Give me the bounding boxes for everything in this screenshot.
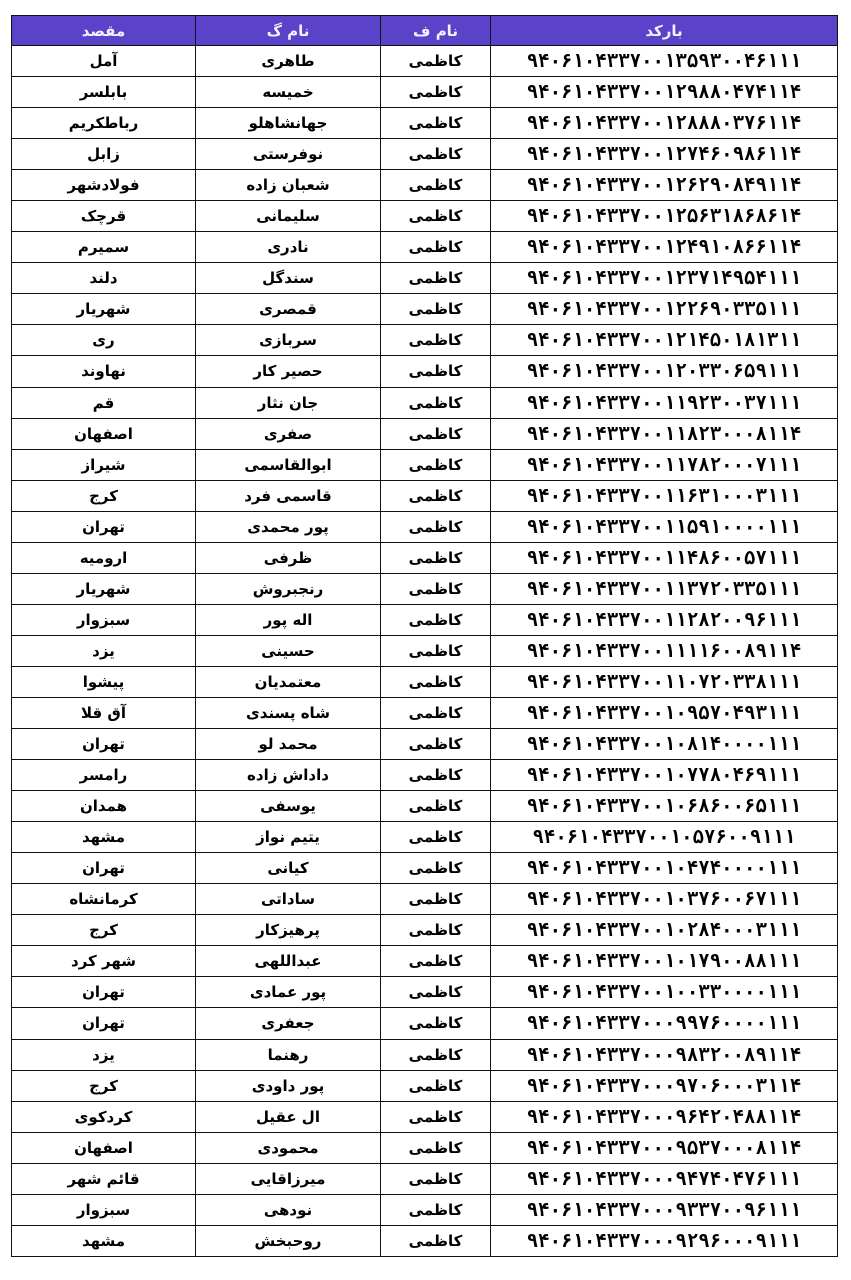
destination-cell: نهاوند bbox=[12, 356, 196, 387]
destination-cell: یزد bbox=[12, 1039, 196, 1070]
barcode-cell: ۹۴۰۶۱۰۴۳۳۷۰۰۱۱۶۳۱۰۰۰۳۱۱۱ bbox=[491, 480, 838, 511]
table-row bbox=[12, 1008, 838, 1039]
destination-cell: قائم شهر bbox=[12, 1163, 196, 1194]
first-name-cell: کاظمی bbox=[381, 387, 491, 418]
last-name-cell: نودهی bbox=[196, 1194, 381, 1225]
first-name-cell: کاظمی bbox=[381, 294, 491, 325]
last-name-cell: میرزاقایی bbox=[196, 1163, 381, 1194]
table-row bbox=[12, 46, 838, 77]
destination-cell: سمیرم bbox=[12, 232, 196, 263]
destination-cell: اصفهان bbox=[12, 418, 196, 449]
shipment-table bbox=[11, 15, 838, 1257]
first-name-cell: کاظمی bbox=[381, 325, 491, 356]
destination-cell: رامسر bbox=[12, 760, 196, 791]
first-name-cell: کاظمی bbox=[381, 884, 491, 915]
first-name-cell: کاظمی bbox=[381, 356, 491, 387]
last-name-cell: پور محمدی bbox=[196, 511, 381, 542]
barcode-cell: ۹۴۰۶۱۰۴۳۳۷۰۰۱۲۴۹۱۰۸۶۶۱۱۴ bbox=[491, 232, 838, 263]
last-name-cell: محمد لو bbox=[196, 729, 381, 760]
table-row bbox=[12, 884, 838, 915]
destination-cell: شهر کرد bbox=[12, 946, 196, 977]
first-name-cell: کاظمی bbox=[381, 201, 491, 232]
barcode-cell: ۹۴۰۶۱۰۴۳۳۷۰۰۱۲۶۲۹۰۸۴۹۱۱۴ bbox=[491, 170, 838, 201]
table-row bbox=[12, 201, 838, 232]
last-name-cell: رنجبروش bbox=[196, 573, 381, 604]
first-name-cell: کاظمی bbox=[381, 449, 491, 480]
table-row bbox=[12, 387, 838, 418]
first-name-cell: کاظمی bbox=[381, 729, 491, 760]
last-name-cell: ساداتی bbox=[196, 884, 381, 915]
last-name-cell: اله پور bbox=[196, 604, 381, 635]
barcode-cell: ۹۴۰۶۱۰۴۳۳۷۰۰۱۲۳۷۱۴۹۵۴۱۱۱ bbox=[491, 263, 838, 294]
barcode-cell: ۹۴۰۶۱۰۴۳۳۷۰۰۱۰۵۷۶۰۰۹۱۱۱ bbox=[491, 822, 838, 853]
destination-cell: پیشوا bbox=[12, 666, 196, 697]
last-name-cell: شعبان زاده bbox=[196, 170, 381, 201]
table-row bbox=[12, 853, 838, 884]
column-header-last-name: نام گ bbox=[196, 16, 381, 46]
table-row bbox=[12, 729, 838, 760]
barcode-cell: ۹۴۰۶۱۰۴۳۳۷۰۰۱۱۲۸۲۰۰۹۶۱۱۱ bbox=[491, 604, 838, 635]
table-row bbox=[12, 139, 838, 170]
destination-cell: تهران bbox=[12, 853, 196, 884]
barcode-cell: ۹۴۰۶۱۰۴۳۳۷۰۰۱۲۰۳۳۰۶۵۹۱۱۱ bbox=[491, 356, 838, 387]
destination-cell: سبزوار bbox=[12, 1194, 196, 1225]
barcode-cell: ۹۴۰۶۱۰۴۳۳۷۰۰۱۰۱۷۹۰۰۸۸۱۱۱ bbox=[491, 946, 838, 977]
barcode-cell: ۹۴۰۶۱۰۴۳۳۷۰۰۱۱۹۲۳۰۰۳۷۱۱۱ bbox=[491, 387, 838, 418]
first-name-cell: کاظمی bbox=[381, 480, 491, 511]
last-name-cell: رهنما bbox=[196, 1039, 381, 1070]
first-name-cell: کاظمی bbox=[381, 1194, 491, 1225]
destination-cell: کرج bbox=[12, 915, 196, 946]
last-name-cell: ابوالقاسمی bbox=[196, 449, 381, 480]
destination-cell: بابلسر bbox=[12, 77, 196, 108]
destination-cell: یزد bbox=[12, 635, 196, 666]
first-name-cell: کاظمی bbox=[381, 853, 491, 884]
table-row bbox=[12, 232, 838, 263]
first-name-cell: کاظمی bbox=[381, 1070, 491, 1101]
destination-cell: فولادشهر bbox=[12, 170, 196, 201]
barcode-cell: ۹۴۰۶۱۰۴۳۳۷۰۰۱۰۷۷۸۰۴۶۹۱۱۱ bbox=[491, 760, 838, 791]
last-name-cell: حسینی bbox=[196, 635, 381, 666]
table-row bbox=[12, 1225, 838, 1256]
table-row bbox=[12, 604, 838, 635]
table-row bbox=[12, 977, 838, 1008]
destination-cell: زابل bbox=[12, 139, 196, 170]
last-name-cell: صفری bbox=[196, 418, 381, 449]
first-name-cell: کاظمی bbox=[381, 977, 491, 1008]
last-name-cell: نوفرستی bbox=[196, 139, 381, 170]
last-name-cell: قمصری bbox=[196, 294, 381, 325]
destination-cell: ارومیه bbox=[12, 542, 196, 573]
last-name-cell: داداش زاده bbox=[196, 760, 381, 791]
barcode-cell: ۹۴۰۶۱۰۴۳۳۷۰۰۱۰۴۷۴۰۰۰۰۱۱۱ bbox=[491, 853, 838, 884]
barcode-cell: ۹۴۰۶۱۰۴۳۳۷۰۰۰۹۳۳۷۰۰۹۶۱۱۱ bbox=[491, 1194, 838, 1225]
destination-cell: دلند bbox=[12, 263, 196, 294]
first-name-cell: کاظمی bbox=[381, 232, 491, 263]
column-header-barcode: بارکد bbox=[491, 16, 838, 46]
destination-cell: تهران bbox=[12, 729, 196, 760]
destination-cell: کرج bbox=[12, 480, 196, 511]
table-header bbox=[12, 16, 838, 46]
barcode-cell: ۹۴۰۶۱۰۴۳۳۷۰۰۱۱۰۷۲۰۳۳۸۱۱۱ bbox=[491, 666, 838, 697]
barcode-cell: ۹۴۰۶۱۰۴۳۳۷۰۰۰۹۴۷۴۰۴۷۶۱۱۱ bbox=[491, 1163, 838, 1194]
first-name-cell: کاظمی bbox=[381, 263, 491, 294]
barcode-cell: ۹۴۰۶۱۰۴۳۳۷۰۰۱۰۲۸۴۰۰۰۳۱۱۱ bbox=[491, 915, 838, 946]
destination-cell: کردکوی bbox=[12, 1101, 196, 1132]
destination-cell: شیراز bbox=[12, 449, 196, 480]
table-row bbox=[12, 263, 838, 294]
last-name-cell: پرهیزکار bbox=[196, 915, 381, 946]
first-name-cell: کاظمی bbox=[381, 915, 491, 946]
first-name-cell: کاظمی bbox=[381, 77, 491, 108]
first-name-cell: کاظمی bbox=[381, 822, 491, 853]
last-name-cell: پور داودی bbox=[196, 1070, 381, 1101]
first-name-cell: کاظمی bbox=[381, 604, 491, 635]
table-row bbox=[12, 573, 838, 604]
destination-cell: تهران bbox=[12, 1008, 196, 1039]
table-row bbox=[12, 294, 838, 325]
barcode-cell: ۹۴۰۶۱۰۴۳۳۷۰۰۱۱۸۲۳۰۰۰۸۱۱۴ bbox=[491, 418, 838, 449]
first-name-cell: کاظمی bbox=[381, 946, 491, 977]
last-name-cell: یتیم نواز bbox=[196, 822, 381, 853]
barcode-cell: ۹۴۰۶۱۰۴۳۳۷۰۰۰۹۹۷۶۰۰۰۰۱۱۱ bbox=[491, 1008, 838, 1039]
last-name-cell: پور عمادی bbox=[196, 977, 381, 1008]
first-name-cell: کاظمی bbox=[381, 1039, 491, 1070]
table-row bbox=[12, 666, 838, 697]
last-name-cell: جهانشاهلو bbox=[196, 108, 381, 139]
last-name-cell: یوسفی bbox=[196, 791, 381, 822]
first-name-cell: کاظمی bbox=[381, 542, 491, 573]
table-row bbox=[12, 1132, 838, 1163]
destination-cell: قرچک bbox=[12, 201, 196, 232]
first-name-cell: کاظمی bbox=[381, 760, 491, 791]
first-name-cell: کاظمی bbox=[381, 573, 491, 604]
table-row bbox=[12, 1194, 838, 1225]
table-row bbox=[12, 418, 838, 449]
last-name-cell: حصیر کار bbox=[196, 356, 381, 387]
destination-cell: قم bbox=[12, 387, 196, 418]
last-name-cell: طاهری bbox=[196, 46, 381, 77]
first-name-cell: کاظمی bbox=[381, 46, 491, 77]
last-name-cell: سندگل bbox=[196, 263, 381, 294]
table-row bbox=[12, 760, 838, 791]
last-name-cell: ظرفی bbox=[196, 542, 381, 573]
first-name-cell: کاظمی bbox=[381, 418, 491, 449]
barcode-cell: ۹۴۰۶۱۰۴۳۳۷۰۰۰۹۲۹۶۰۰۰۹۱۱۱ bbox=[491, 1225, 838, 1256]
destination-cell: تهران bbox=[12, 511, 196, 542]
destination-cell: همدان bbox=[12, 791, 196, 822]
destination-cell: اصفهان bbox=[12, 1132, 196, 1163]
barcode-cell: ۹۴۰۶۱۰۴۳۳۷۰۰۱۲۵۶۳۱۸۶۸۶۱۴ bbox=[491, 201, 838, 232]
table-row bbox=[12, 1163, 838, 1194]
table-row bbox=[12, 449, 838, 480]
first-name-cell: کاظمی bbox=[381, 511, 491, 542]
barcode-cell: ۹۴۰۶۱۰۴۳۳۷۰۰۱۱۳۷۲۰۳۳۵۱۱۱ bbox=[491, 573, 838, 604]
first-name-cell: کاظمی bbox=[381, 1101, 491, 1132]
table-row bbox=[12, 170, 838, 201]
table-row bbox=[12, 356, 838, 387]
barcode-cell: ۹۴۰۶۱۰۴۳۳۷۰۰۱۲۲۶۹۰۳۳۵۱۱۱ bbox=[491, 294, 838, 325]
last-name-cell: معتمدیان bbox=[196, 666, 381, 697]
first-name-cell: کاظمی bbox=[381, 697, 491, 728]
barcode-cell: ۹۴۰۶۱۰۴۳۳۷۰۰۱۲۱۴۵۰۱۸۱۳۱۱ bbox=[491, 325, 838, 356]
barcode-cell: ۹۴۰۶۱۰۴۳۳۷۰۰۱۳۵۹۳۰۰۴۶۱۱۱ bbox=[491, 46, 838, 77]
first-name-cell: کاظمی bbox=[381, 139, 491, 170]
table-row bbox=[12, 635, 838, 666]
barcode-cell: ۹۴۰۶۱۰۴۳۳۷۰۰۱۱۷۸۲۰۰۰۷۱۱۱ bbox=[491, 449, 838, 480]
last-name-cell: نادری bbox=[196, 232, 381, 263]
table-row bbox=[12, 542, 838, 573]
first-name-cell: کاظمی bbox=[381, 1132, 491, 1163]
last-name-cell: خمیسه bbox=[196, 77, 381, 108]
barcode-cell: ۹۴۰۶۱۰۴۳۳۷۰۰۰۹۶۴۲۰۴۸۸۱۱۴ bbox=[491, 1101, 838, 1132]
barcode-cell: ۹۴۰۶۱۰۴۳۳۷۰۰۰۹۷۰۶۰۰۰۳۱۱۴ bbox=[491, 1070, 838, 1101]
column-header-destination: مقصد bbox=[12, 16, 196, 46]
barcode-cell: ۹۴۰۶۱۰۴۳۳۷۰۰۱۰۹۵۷۰۴۹۳۱۱۱ bbox=[491, 697, 838, 728]
destination-cell: مشهد bbox=[12, 1225, 196, 1256]
last-name-cell: محمودی bbox=[196, 1132, 381, 1163]
barcode-cell: ۹۴۰۶۱۰۴۳۳۷۰۰۱۱۱۱۶۰۰۸۹۱۱۴ bbox=[491, 635, 838, 666]
destination-cell: کرمانشاه bbox=[12, 884, 196, 915]
destination-cell: مشهد bbox=[12, 822, 196, 853]
last-name-cell: جان نثار bbox=[196, 387, 381, 418]
table-body bbox=[12, 46, 838, 1257]
last-name-cell: ال عقیل bbox=[196, 1101, 381, 1132]
first-name-cell: کاظمی bbox=[381, 1225, 491, 1256]
last-name-cell: شاه پسندی bbox=[196, 697, 381, 728]
barcode-cell: ۹۴۰۶۱۰۴۳۳۷۰۰۱۲۹۸۸۰۴۷۴۱۱۴ bbox=[491, 77, 838, 108]
table-row bbox=[12, 325, 838, 356]
first-name-cell: کاظمی bbox=[381, 666, 491, 697]
table-row bbox=[12, 697, 838, 728]
first-name-cell: کاظمی bbox=[381, 108, 491, 139]
destination-cell: آمل bbox=[12, 46, 196, 77]
table-row bbox=[12, 108, 838, 139]
destination-cell: تهران bbox=[12, 977, 196, 1008]
header-row bbox=[12, 16, 838, 46]
table-row bbox=[12, 946, 838, 977]
last-name-cell: سربازی bbox=[196, 325, 381, 356]
last-name-cell: سلیمانی bbox=[196, 201, 381, 232]
table-row bbox=[12, 822, 838, 853]
last-name-cell: روحبخش bbox=[196, 1225, 381, 1256]
table-row bbox=[12, 1070, 838, 1101]
destination-cell: رباطکریم bbox=[12, 108, 196, 139]
last-name-cell: جعفری bbox=[196, 1008, 381, 1039]
destination-cell: شهریار bbox=[12, 573, 196, 604]
table-row bbox=[12, 511, 838, 542]
first-name-cell: کاظمی bbox=[381, 1008, 491, 1039]
barcode-cell: ۹۴۰۶۱۰۴۳۳۷۰۰۱۰۰۳۳۰۰۰۰۱۱۱ bbox=[491, 977, 838, 1008]
destination-cell: ری bbox=[12, 325, 196, 356]
barcode-cell: ۹۴۰۶۱۰۴۳۳۷۰۰۰۹۸۳۲۰۰۸۹۱۱۴ bbox=[491, 1039, 838, 1070]
column-header-first-name: نام ف bbox=[381, 16, 491, 46]
destination-cell: آق قلا bbox=[12, 697, 196, 728]
table-row bbox=[12, 791, 838, 822]
table-row bbox=[12, 1101, 838, 1132]
table-row bbox=[12, 915, 838, 946]
last-name-cell: قاسمی فرد bbox=[196, 480, 381, 511]
destination-cell: کرج bbox=[12, 1070, 196, 1101]
first-name-cell: کاظمی bbox=[381, 791, 491, 822]
barcode-cell: ۹۴۰۶۱۰۴۳۳۷۰۰۱۱۴۸۶۰۰۵۷۱۱۱ bbox=[491, 542, 838, 573]
last-name-cell: عبداللهی bbox=[196, 946, 381, 977]
barcode-cell: ۹۴۰۶۱۰۴۳۳۷۰۰۱۰۸۱۴۰۰۰۰۱۱۱ bbox=[491, 729, 838, 760]
destination-cell: سبزوار bbox=[12, 604, 196, 635]
table-row bbox=[12, 1039, 838, 1070]
barcode-cell: ۹۴۰۶۱۰۴۳۳۷۰۰۱۲۸۸۸۰۳۷۶۱۱۴ bbox=[491, 108, 838, 139]
barcode-cell: ۹۴۰۶۱۰۴۳۳۷۰۰۱۱۵۹۱۰۰۰۰۱۱۱ bbox=[491, 511, 838, 542]
barcode-cell: ۹۴۰۶۱۰۴۳۳۷۰۰۱۲۷۴۶۰۹۸۶۱۱۴ bbox=[491, 139, 838, 170]
first-name-cell: کاظمی bbox=[381, 635, 491, 666]
table-row bbox=[12, 480, 838, 511]
barcode-cell: ۹۴۰۶۱۰۴۳۳۷۰۰۰۹۵۳۷۰۰۰۸۱۱۴ bbox=[491, 1132, 838, 1163]
first-name-cell: کاظمی bbox=[381, 1163, 491, 1194]
destination-cell: شهریار bbox=[12, 294, 196, 325]
last-name-cell: کیانی bbox=[196, 853, 381, 884]
first-name-cell: کاظمی bbox=[381, 170, 491, 201]
barcode-cell: ۹۴۰۶۱۰۴۳۳۷۰۰۱۰۳۷۶۰۰۶۷۱۱۱ bbox=[491, 884, 838, 915]
table-row bbox=[12, 77, 838, 108]
barcode-cell: ۹۴۰۶۱۰۴۳۳۷۰۰۱۰۶۸۶۰۰۶۵۱۱۱ bbox=[491, 791, 838, 822]
